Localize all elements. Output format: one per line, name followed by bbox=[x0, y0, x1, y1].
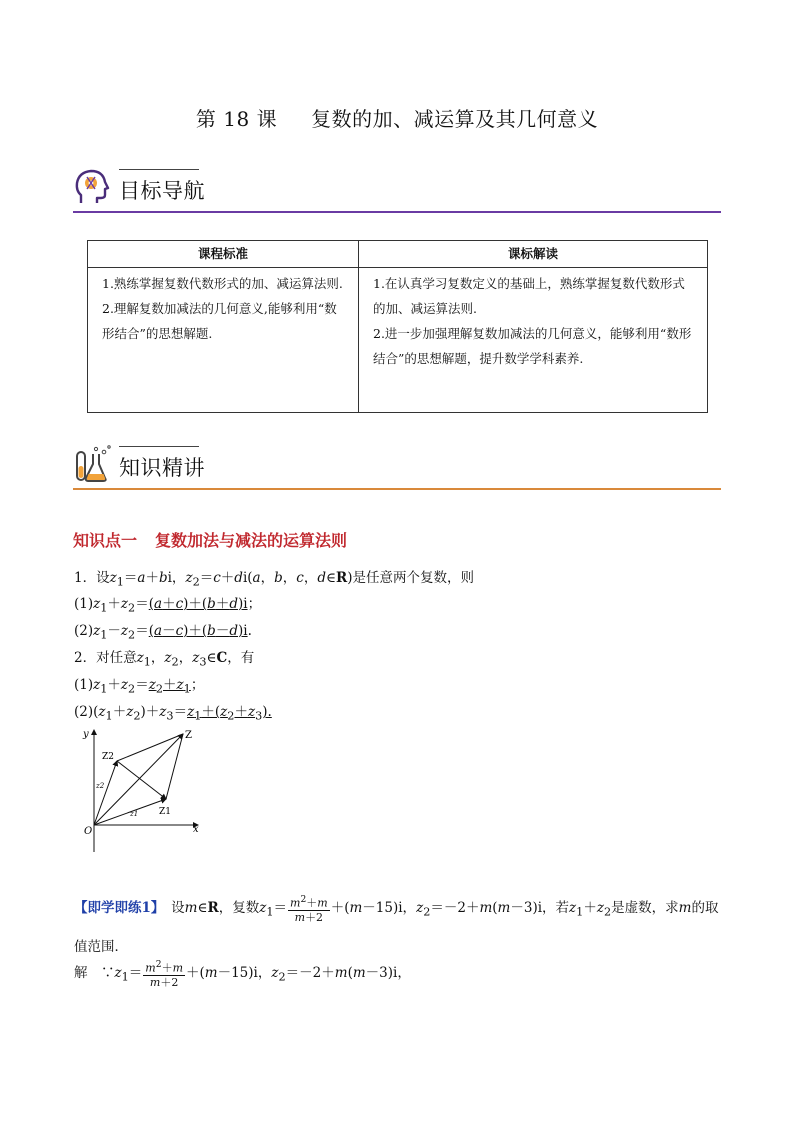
vector-label-z2: z2 bbox=[96, 782, 105, 790]
rule-line-1: 1．设$z_1=a+bi$，$z_2=c+di(a$，b，c，d∈R)是任意两个复数，则 bbox=[74, 570, 474, 589]
section-label: 目标导航 bbox=[119, 179, 205, 203]
table-cell-line: 1.在认真学习复数定义的基础上，熟练掌握复数代数形式的加、减运算法则. bbox=[373, 276, 685, 316]
rule-line-2: $(1)z_1+z_2=(a+c)+(b+d)i$； bbox=[74, 596, 262, 615]
point-label-z1: Z1 bbox=[159, 807, 171, 817]
rule-line-3: $(2)z_1-z_2=(a-c)+(b-d)i$. bbox=[74, 623, 252, 642]
rule-line-6: $(2)(z_1+z_2)+z_3=z_1+(z_2+z_3)$. bbox=[74, 704, 272, 723]
standards-table bbox=[87, 240, 708, 413]
point-label-z2: Z2 bbox=[102, 752, 114, 762]
axis-label-x: x bbox=[193, 824, 199, 835]
section-divider bbox=[73, 211, 721, 213]
rule-line-5: $(1)z_1+z_2=z_2+z_1$； bbox=[74, 677, 205, 696]
table-header-row bbox=[88, 241, 708, 268]
section-overline bbox=[119, 169, 199, 170]
point-label-z: Z bbox=[185, 730, 192, 741]
solution-label: 解 bbox=[74, 964, 88, 981]
vector-parallelogram-figure bbox=[76, 726, 206, 856]
page-title bbox=[0, 103, 794, 132]
table-header: 课标解读 bbox=[359, 241, 708, 268]
knowledge-point-heading: 复数加法与减法的运算法则 bbox=[155, 531, 348, 550]
section-divider bbox=[73, 488, 721, 490]
fraction: $\frac{m^2+m}{m+2}$ bbox=[145, 959, 183, 989]
table-header: 课程标准 bbox=[88, 241, 359, 268]
origin-label: O bbox=[84, 826, 93, 837]
exercise-tag: 【即学即练1】 bbox=[74, 900, 158, 916]
rule-line-4: 2．对任意$z_1$，$z_2$，$z_3\in C$，有 bbox=[74, 650, 255, 669]
exercise-block: 【即学即练1】 设m∈R，复数$z_1=$ $\frac{m^2+m}{m+2}$ ＋(m－15)i，$z_2=-2+m(m-3)i$，若$z_1+z_2$是虚数，求m的取值范围． bbox=[74, 894, 719, 955]
lesson-number: 第 18 课 bbox=[195, 107, 278, 131]
axis-label-y: y bbox=[83, 729, 89, 740]
solution-line: 解 $\because z_1=$ $\frac{m^2+m}{m+2}$ ＋(m－15)i，$z_2=-2+m(m-3)i$， bbox=[74, 959, 411, 989]
knowledge-point-label: 知识点一 bbox=[73, 531, 138, 550]
lab-flask-icon bbox=[73, 444, 113, 484]
section-goal-navigation bbox=[73, 167, 721, 213]
fraction: $\frac{m^2+m}{m+2}$ bbox=[290, 894, 328, 924]
section-label: 知识精讲 bbox=[119, 456, 205, 480]
table-cell-line: 1.熟练掌握复数代数形式的加、减运算法则. bbox=[102, 276, 343, 291]
table-cell-line: 2.进一步加强理解复数加减法的几何意义，能够利用“数形结合”的思想解题，提升数学学科素养. bbox=[373, 326, 692, 366]
side-z2z bbox=[117, 734, 183, 761]
table-cell bbox=[359, 268, 708, 413]
table-row bbox=[88, 268, 708, 413]
section-overline bbox=[119, 446, 199, 447]
side-z1z bbox=[166, 734, 183, 799]
brain-gear-icon bbox=[73, 167, 113, 207]
table-cell-line: 2.理解复数加减法的几何意义,能够利用“数形结合”的思想解题. bbox=[102, 301, 337, 341]
table-cell bbox=[88, 268, 359, 413]
lesson-topic: 复数的加、减运算及其几何意义 bbox=[311, 107, 599, 131]
vector-oz2 bbox=[94, 761, 117, 825]
vector-label-z1: z1 bbox=[130, 810, 139, 818]
section-knowledge bbox=[73, 444, 721, 490]
knowledge-point-title bbox=[73, 528, 347, 551]
